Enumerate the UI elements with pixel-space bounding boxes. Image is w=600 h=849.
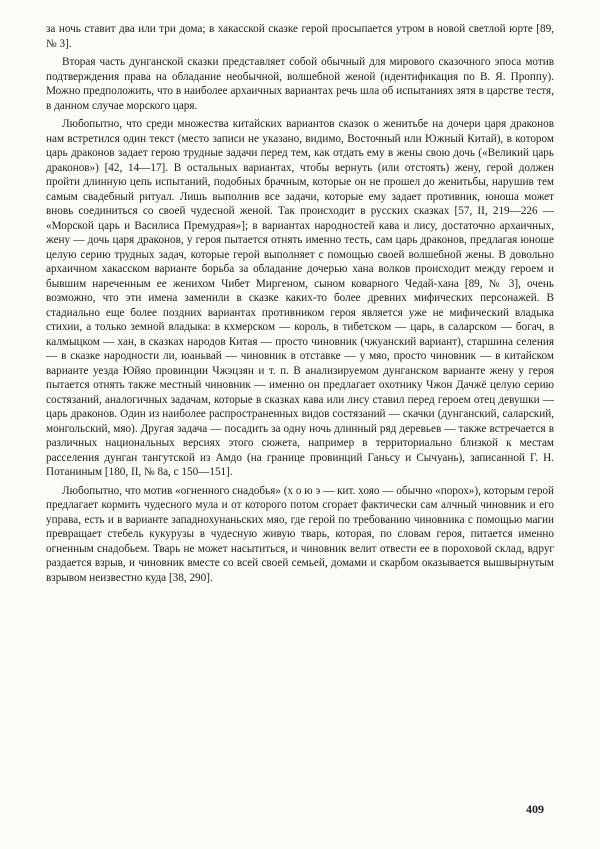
paragraph-3: Любопытно, что среди множества китайских вариантов сказок о женитьбе на дочери царя драконов нам встретился один текст (место записи не указано, видимо, Восточный или Южный Китай), в котором царь драконов задает герою трудные задачи перед тем, как отдать ему в жены свою дочь («Великий царь драконов») [42, 14—17]. В остальных вариантах, чтобы вернуть (или отстоять) жену, герой должен пройти длинную цепь испытаний, подобных брачным, которые он не прошел до женитьбы, нарушив тем самым свадебный ритуал. Лишь выполнив все задачи, которые ему задает противник, юноша может вновь соединиться со своей чудесной женой. Так происходит в русских сказках [57, II, 219—226 — «Морской царь и Василиса Премудрая»]; в вариантах народностей кава и лису, достаточно архаичных, жену — дочь царя драконов, у героя пытается отнять именно тесть, сам царь драконов, предлагая юноше целую серию трудных задач, которые герой выполняет с помощью своей волшебной жены. В довольно архаичном хакасском варианте борьба за обладание дочерью хана волков происходит между героем и бывшим нареченным ее женихом Чибет Миргеном, сыном коварного Чедай-хана [89, № 3], очень возможно, что эти имена заменили в сказке каких-то более древних мифических персонажей. В стадиально еще более поздних вариантах противником героя является уже не мифический владыка стихии, а только земной владыка: в кхмерском — король, в тибетском — царь, в саларском — богач, в калмыцком — хан, в сказках народов Китая — просто чиновник (чжуанский вариант), старшина селения — в сказке народности ли, юаньвай — чиновник в отставке — у мяо, просто чиновник — в китайском варианте уезда Юйяо провинции Чжэцзян и т. п. В анализируемом дунганском варианте жену у героя пытается отнять также местный чиновник — именно он предлагает охотнику Чжон Дачжё целую серию состязаний, аналогичных задачам, которые в сказках кава или лису ставил перед героем отец девушки — царь драконов. Один из наиболее распространенных видов состязаний — скачки (дунганский, саларский, монгольский, мяо). Другая задача — посадить за одну ночь длинный ряд деревьев — также встречается в различных национальных версиях этого сюжета, например в территориально близкой к местам расселения дунган тангутской из Амдо (на границе провинций Ганьсу и Сычуань), записанной Г. Н. Потаниным [180, II, № 8а, с 150—151].: [46, 118, 554, 478]
paragraph-1: за ночь ставит два или три дома; в хакасской сказке герой просыпается утром в новой светлой юрте [89, № 3].: [46, 23, 554, 50]
page-number: 409: [526, 802, 544, 816]
paragraph-4: Любопытно, что мотив «огненного снадобья» (х о ю э — кит. хояо — обычно «порох»), которым герой предлагает кормить чудесного мула и от которого потом сгорает фактически сам алчный чиновник и его управа, есть и в варианте западнохунаньских мяо, где герой по требованию чиновника с помощью магии превращает стебель кукурузы в чудесную живую тварь, которая, по словам героя, питается именно огненным снадобьем. Тварь не может насытиться, и чиновник велит отвести ее в пороховой склад, вдруг раздается взрыв, и чиновник вместе со всей своей семьей, домами и скарбом оказывается вышвырнутым взрывом неизвестно куда [38, 290].: [46, 484, 554, 584]
paragraph-2: Вторая часть дунганской сказки представляет собой обычный для мирового сказочного эпоса мотив подтверждения права на обладание необычной, волшебной женой (идентификация по В. Я. Проппу). Можно предположить, что в наиболее архаичных вариантах речь шла об испытаниях зятя в царстве тестя, в данном случае морского царя.: [46, 56, 554, 112]
main-text: [46, 22, 554, 589]
